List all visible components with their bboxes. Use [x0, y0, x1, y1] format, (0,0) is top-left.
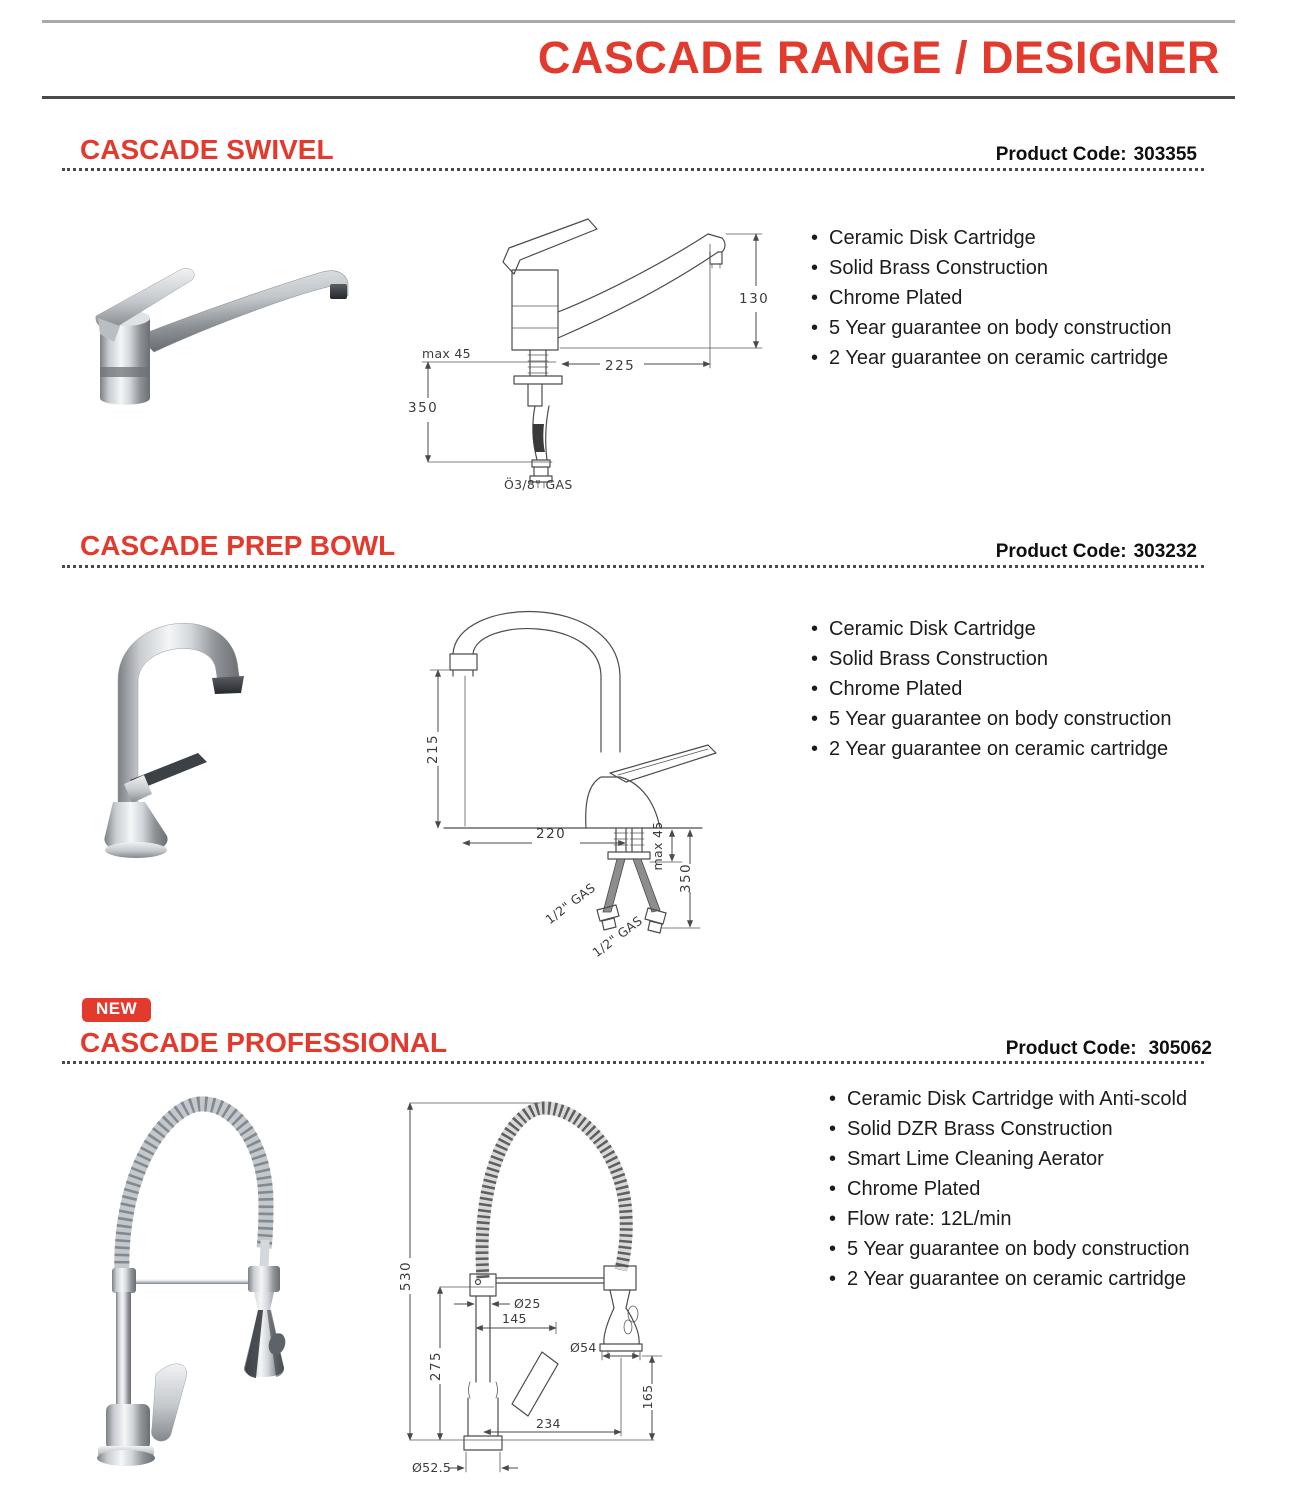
faucet-outline — [464, 1108, 642, 1450]
feature-list — [828, 1084, 1300, 1294]
dim-label-head-diameter: Ø54 — [570, 1340, 597, 1355]
product-code-label: Product Code: — [995, 144, 1127, 165]
faucet-left-collar — [112, 1268, 136, 1293]
dim-label-connection-hot: 1/2" GAS — [542, 879, 599, 927]
feature-list — [810, 223, 1290, 373]
dim-label-handle-reach: 145 — [502, 1311, 527, 1326]
cascade-swivel-photo — [60, 230, 400, 460]
dim-label-deck-max: max 45 — [650, 821, 665, 871]
dimensions — [398, 1103, 662, 1475]
cascade-professional-drawing — [390, 1080, 680, 1496]
section-title-cascade-professional: CASCADE PROFESSIONAL — [80, 1027, 448, 1058]
section-title-cascade-prep-bowl: CASCADE PREP BOWL — [80, 530, 396, 561]
product-code-label: Product Code: — [995, 541, 1127, 562]
dim-label-pipe-diameter: Ø25 — [514, 1296, 541, 1311]
cascade-professional-photo — [70, 1082, 330, 1502]
section-divider — [62, 1061, 1204, 1064]
cascade-prep-bowl-photo — [80, 588, 330, 873]
dim-label-spout-reach: 225 — [605, 358, 636, 374]
feature-item: • Chrome Plated — [828, 1174, 1300, 1204]
section-divider — [62, 168, 1204, 171]
feature-item: • 5 Year guarantee on body construction — [810, 704, 1290, 734]
cascade-swivel-drawing — [408, 200, 788, 500]
faucet-outline — [444, 612, 716, 933]
feature-item: • Flow rate: 12L/min — [828, 1204, 1300, 1234]
page-title: CASCADE RANGE / DESIGNER — [537, 32, 1220, 83]
dim-label-hose-drop: 350 — [678, 862, 694, 894]
faucet-riser — [116, 1292, 131, 1410]
product-code-value: 303232 — [1133, 541, 1197, 562]
dimensions — [425, 670, 700, 960]
product-code-label: Product Code: — [1005, 1038, 1137, 1059]
new-badge: NEW — [82, 998, 151, 1022]
feature-item: • Chrome Plated — [810, 283, 1290, 313]
product-code — [996, 541, 1197, 563]
faucet-body-band — [100, 367, 150, 377]
section-title-cascade-swivel: CASCADE SWIVEL — [80, 134, 334, 165]
feature-item: • 2 Year guarantee on ceramic cartridge — [810, 343, 1290, 373]
product-code — [996, 144, 1197, 166]
feature-item: • 2 Year guarantee on ceramic cartridge — [810, 734, 1290, 764]
dimensions — [408, 234, 769, 492]
feature-item: • Solid DZR Brass Construction — [828, 1114, 1300, 1144]
product-code-value: 305062 — [1148, 1038, 1212, 1059]
feature-item: • 5 Year guarantee on body construction — [810, 313, 1290, 343]
dim-label-spout-height: 130 — [739, 291, 770, 307]
faucet-spout-cap — [212, 676, 244, 694]
faucet-body — [106, 1404, 150, 1450]
dim-label-base-diameter: Ø52.5 — [412, 1460, 452, 1475]
feature-item: • Ceramic Disk Cartridge with Anti-scold — [828, 1084, 1300, 1114]
dim-label-deck-max: max 45 — [422, 346, 471, 361]
faucet-outline — [503, 219, 725, 488]
feature-item: • Chrome Plated — [810, 674, 1290, 704]
section-divider — [62, 565, 1204, 568]
faucet-nozzle — [330, 284, 347, 299]
feature-item: • Smart Lime Cleaning Aerator — [828, 1144, 1300, 1174]
dim-label-total-height: 530 — [398, 1260, 414, 1292]
dim-label-hose-drop: 350 — [408, 400, 439, 416]
feature-list — [810, 614, 1290, 764]
header-top-rule — [42, 20, 1235, 23]
feature-item: • Solid Brass Construction — [810, 644, 1290, 674]
feature-item: • 5 Year guarantee on body construction — [828, 1234, 1300, 1264]
feature-item: • 2 Year guarantee on ceramic cartridge — [828, 1264, 1300, 1294]
cascade-prep-bowl-drawing — [420, 580, 740, 980]
feature-item: • Solid Brass Construction — [810, 253, 1290, 283]
product-code — [1006, 1038, 1212, 1060]
dim-label-spout-height: 215 — [425, 733, 441, 765]
feature-item: • Ceramic Disk Cartridge — [810, 614, 1290, 644]
dim-label-body-height: 275 — [428, 1350, 444, 1382]
feature-item: • Ceramic Disk Cartridge — [810, 223, 1290, 253]
dim-label-head-height: 165 — [640, 1384, 655, 1410]
header-bottom-rule — [42, 96, 1235, 99]
product-code-value: 303355 — [1133, 144, 1197, 165]
dim-label-spray-reach: 234 — [536, 1416, 561, 1431]
faucet-spring-coil — [122, 1104, 266, 1278]
dim-label-connection: Ö3/8" GAS — [504, 477, 573, 492]
faucet-base — [105, 842, 167, 858]
faucet-head-collar — [248, 1266, 280, 1292]
dim-label-spout-reach: 220 — [536, 826, 567, 842]
dim-label-connection-cold: 1/2" GAS — [589, 912, 646, 960]
faucet-handle — [151, 1364, 186, 1441]
